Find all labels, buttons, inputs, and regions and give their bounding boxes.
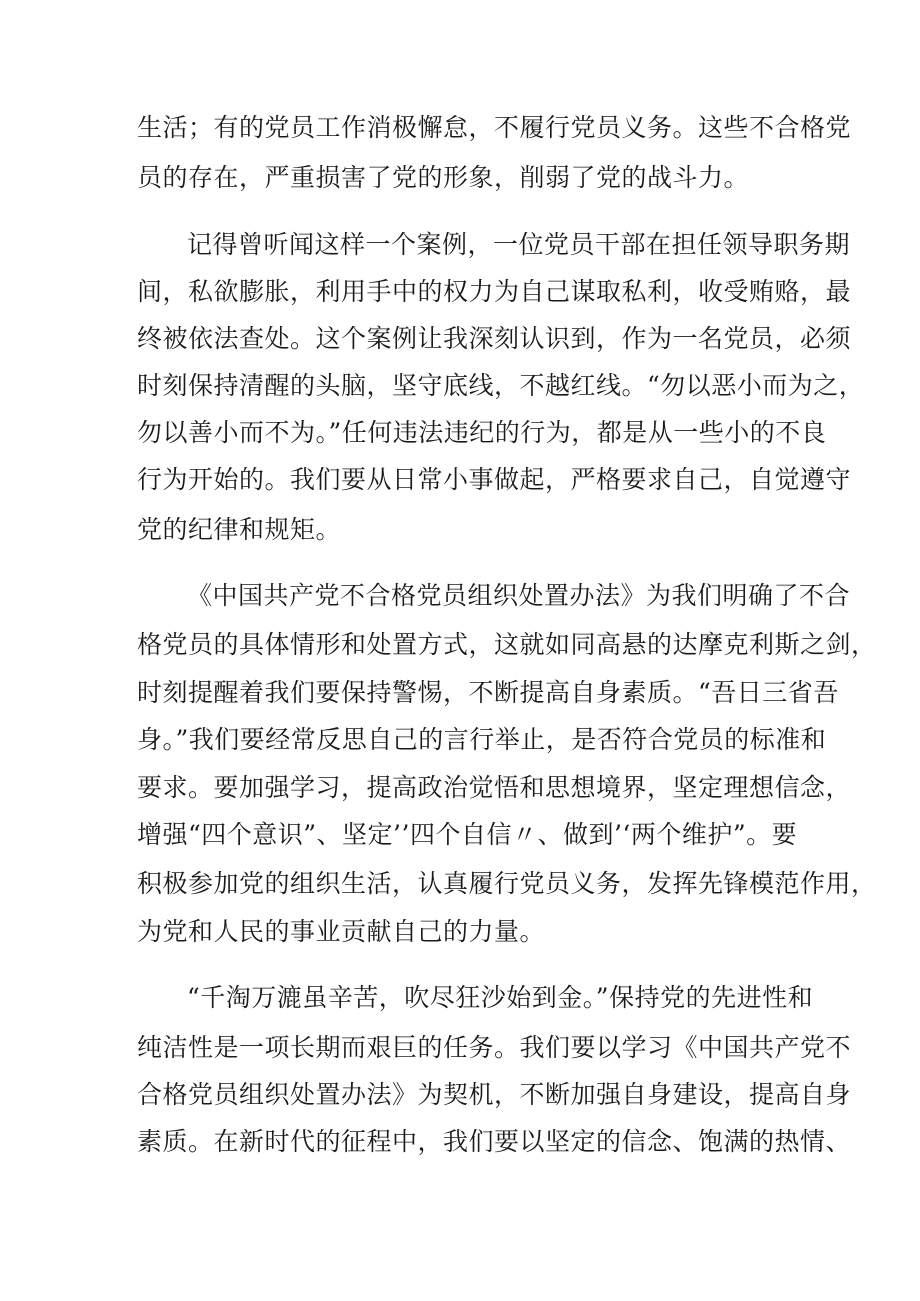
text-line: 积极参加党的组织生活，认真履行党员义务，发挥先锋模范作用， — [137, 869, 877, 898]
text-line: 终被依法查处。这个案例让我深刻认识到，作为一名党员，必须 — [137, 324, 852, 353]
text-line: 时刻提醒着我们要保持警惕，不断提高自身素质。“吾日三省吾 — [137, 678, 839, 707]
text-line: 间，私欲膨胀，利用手中的权力为自己谋取私利，收受贿赂，最 — [137, 277, 852, 306]
text-line: 要求。要加强学习，提高政治觉悟和思想境界，坚定理想信念， — [137, 773, 852, 802]
text-line: 员的存在，严重损害了党的形象，削弱了党的战斗力。 — [137, 163, 750, 192]
text-line: 纯洁性是一项长期而艰巨的任务。我们要以学习《中国共产党不 — [137, 1033, 852, 1062]
text-line: 为党和人民的事业贡献自己的力量。 — [137, 917, 546, 946]
text-line: 勿以善小而不为。”任何违法违纪的行为，都是从一些小的不良 — [137, 418, 827, 447]
text-line: 格党员的具体情形和处置方式，这就如同高悬的达摩克利斯之剑， — [137, 630, 877, 659]
text-line: 素质。在新时代的征程中，我们要以坚定的信念、饱满的热情、 — [137, 1127, 852, 1156]
text-line: 党的纪律和规矩。 — [137, 515, 342, 544]
text-line: 身。”我们要经常反思自己的言行举止，是否符合党员的标准和 — [137, 725, 827, 754]
text-line: 行为开始的。我们要从日常小事做起，严格要求自己，自觉遵守 — [137, 465, 852, 494]
text-line: 时刻保持清醒的头脑，坚守底线，不越红线。“勿以恶小而为之， — [137, 371, 865, 400]
paragraph-start-line: “千淘万漉虽辛苦，吹尽狂沙始到金。”保持党的先进性和 — [187, 983, 814, 1012]
paragraph-start-line: 记得曾听闻这样一个案例，一位党员干部在担任领导职务期 — [187, 230, 851, 259]
text-line: 合格党员组织处置办法》为契机，不断加强自身建设，提高自身 — [137, 1080, 852, 1109]
text-line: 生活；有的党员工作消极懈怠，不履行党员义务。这些不合格党 — [137, 113, 852, 142]
paragraph-start-line: 《中国共产党不合格党员组织处置办法》为我们明确了不合 — [187, 581, 851, 610]
text-line: 增强“四个意识”、坚定’’四个自信〃、做到’‘两个维护”。要 — [137, 820, 798, 849]
